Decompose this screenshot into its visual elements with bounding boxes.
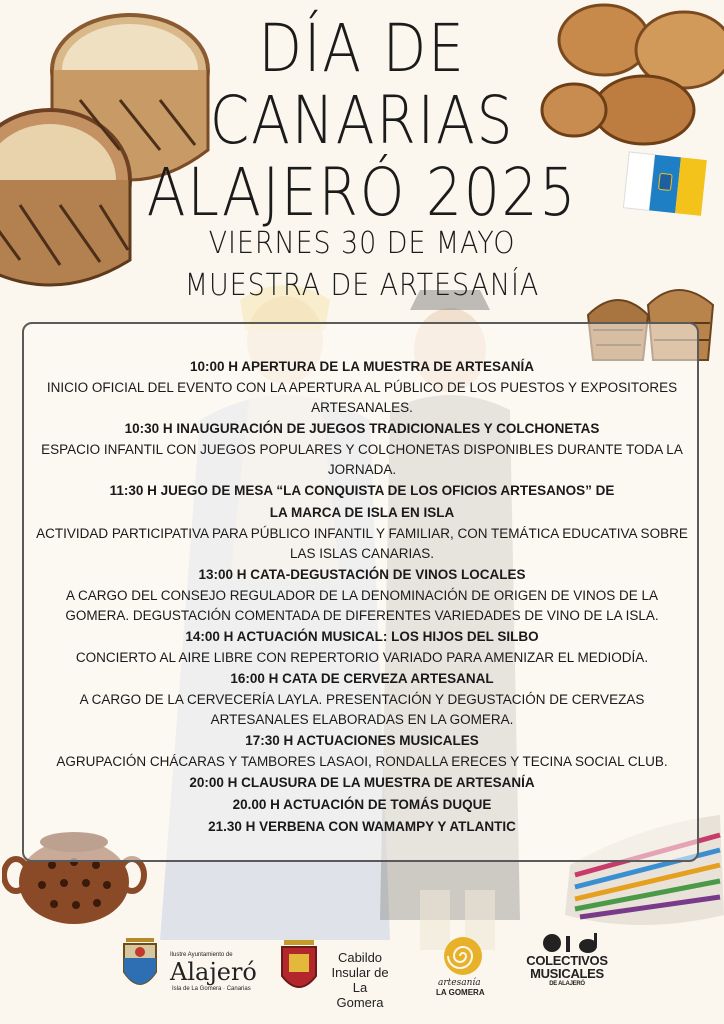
title-line-3: ALAJERÓ 2025 [146, 154, 578, 231]
schedule-item-desc: A CARGO DE LA CERVECERÍA LAYLA. PRESENTACIÓN Y DEGUSTACIÓN DE CERVEZAS ARTESANALES ELABORADAS EN LA GOMERA. [79, 692, 645, 727]
title-line-2: CANARIAS [209, 82, 515, 159]
schedule-item [26, 418, 698, 480]
cabildo-line-3: La Gomera [336, 980, 384, 1010]
artesania-spiral-icon [440, 934, 486, 978]
schedule-item-desc: CONCIERTO AL AIRE LIBRE CON REPERTORIO VARIADO PARA AMENIZAR EL MEDIODÍA. [75, 650, 649, 665]
cabildo-coat-of-arms-icon [278, 936, 320, 998]
alajero-logo-name: Alajeró [170, 958, 257, 986]
schedule-item-desc: INICIO OFICIAL DEL EVENTO CON LA APERTURA AL PÚBLICO DE LOS PUESTOS Y EXPOSITORES ARTESANALES. [46, 380, 678, 415]
colectivos-line-1: COLECTIVOS [526, 953, 608, 968]
schedule-item [26, 730, 698, 772]
schedule-item [26, 626, 698, 668]
schedule-item-head: 20.00 H ACTUACIÓN DE TOMÁS DUQUE [232, 797, 492, 812]
schedule-item-head: 21.30 H VERBENA CON WAMAMPY Y ATLANTIC [208, 819, 516, 834]
schedule-item [26, 794, 698, 816]
artesania-script-label: artesanía [438, 978, 481, 988]
schedule-item-head: 20:00 H CLAUSURA DE LA MUESTRA DE ARTESANÍA [189, 775, 535, 790]
schedule-item-head: 17:30 H ACTUACIONES MUSICALES [245, 733, 479, 748]
sponsor-logos [0, 930, 724, 1020]
schedule-item-head: 16:00 H CATA DE CERVEZA ARTESANAL [230, 671, 494, 686]
cabildo-logo-text [330, 950, 390, 1010]
colectivos-line-2: MUSICALES [530, 966, 604, 981]
schedule-item [26, 668, 698, 730]
alajero-small-label: Ilustre Ayuntamiento de [170, 952, 233, 958]
event-date: VIERNES 30 DE MAYO [208, 226, 516, 261]
schedule-item [26, 480, 698, 564]
instruments-icon [540, 932, 604, 954]
cabildo-line-2: Insular de [331, 965, 389, 980]
schedule-item-head: 10:00 H APERTURA DE LA MUESTRA DE ARTESANÍA [189, 359, 535, 374]
schedule-item-head: 13:00 H CATA-DEGUSTACIÓN DE VINOS LOCALES [198, 567, 526, 582]
artesania-place-label: LA GOMERA [436, 988, 485, 997]
event-subtitle: MUESTRA DE ARTESANÍA [184, 268, 540, 303]
schedule-item-desc: ACTIVIDAD PARTICIPATIVA PARA PÚBLICO INFANTIL Y FAMILIAR, CON TEMÁTICA EDUCATIVA SOBRE LAS ISLAS CANARIAS. [36, 526, 688, 561]
alajero-coat-of-arms-icon [118, 932, 162, 998]
schedule-item [26, 564, 698, 626]
alajero-sub-label: Isla de La Gomera · Canarias [172, 986, 251, 992]
colectivos-logo-text [526, 954, 608, 988]
schedule-list [26, 356, 698, 838]
cabildo-line-1: Cabildo [337, 950, 383, 965]
schedule-item-head: 11:30 H JUEGO DE MESA “LA CONQUISTA DE LOS OFICIOS ARTESANOS” DE LA MARCA DE ISLA EN ISLA [109, 483, 615, 520]
schedule-item [26, 356, 698, 418]
schedule-item [26, 816, 698, 838]
schedule-item-head: 14:00 H ACTUACIÓN MUSICAL: LOS HIJOS DEL SILBO [185, 629, 539, 644]
schedule-item [26, 772, 698, 794]
schedule-item-head: 10:30 H INAUGURACIÓN DE JUEGOS TRADICIONALES Y COLCHONETAS [124, 421, 600, 436]
schedule-item-desc: ESPACIO INFANTIL CON JUEGOS POPULARES Y COLCHONETAS DISPONIBLES DURANTE TODA LA JORNADA. [41, 442, 683, 477]
schedule-item-desc: AGRUPACIÓN CHÁCARAS Y TAMBORES LASAOI, RONDALLA ERECES Y TECINA SOCIAL CLUB. [56, 754, 668, 769]
schedule-item-desc: A CARGO DEL CONSEJO REGULADOR DE LA DENOMINACIÓN DE ORIGEN DE VINOS DE LA GOMERA. DEGUSTACIÓN COMENTADA DE DIFERENTES VARIEDADES DE VINO DE LA ISLA. [65, 588, 659, 623]
title-line-1: DÍA DE [258, 10, 466, 87]
colectivos-line-3: DE ALAJERÓ [549, 981, 585, 987]
